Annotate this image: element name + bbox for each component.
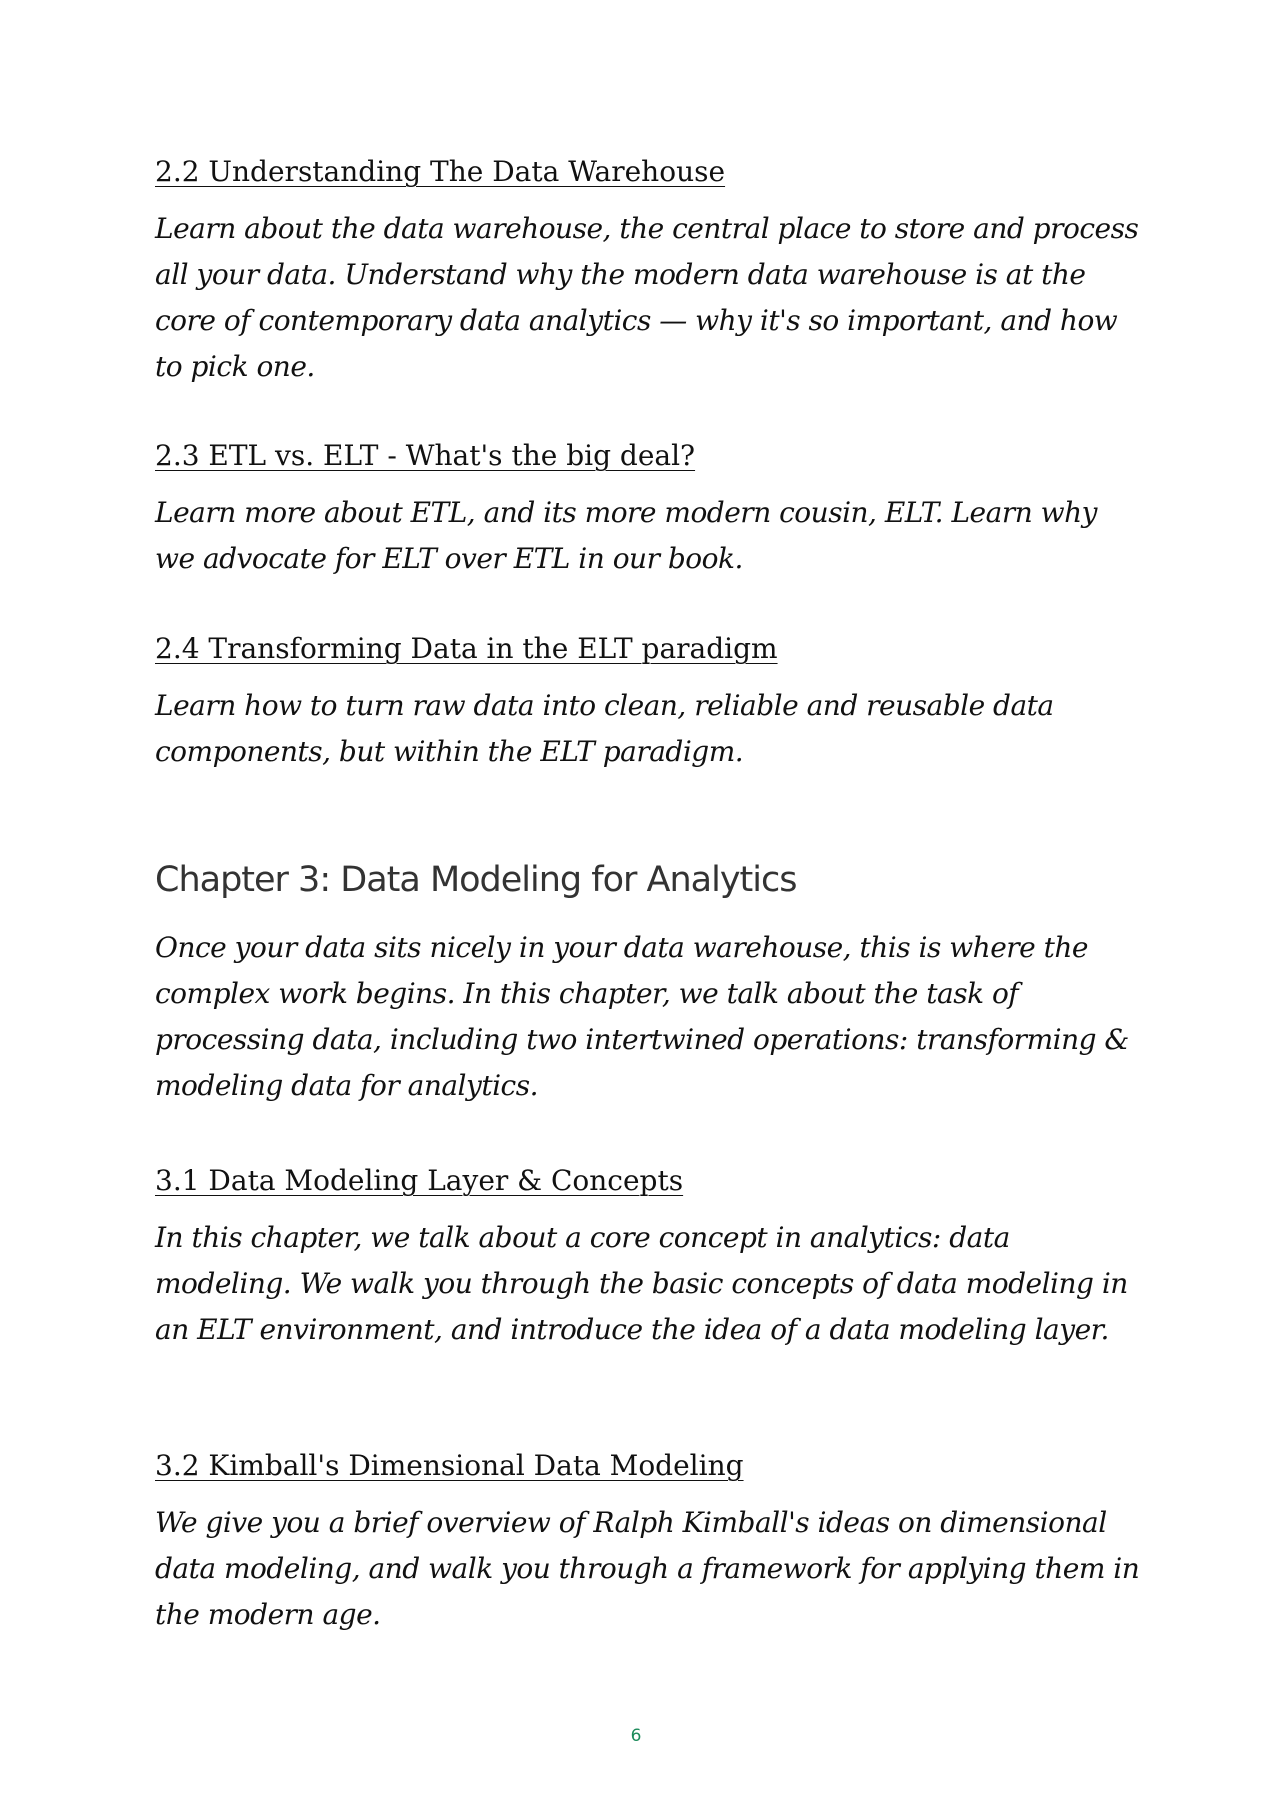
section-description-2-3: Learn more about ETL, and its more modern cousin, ELT. Learn why we advocate for ELT over ETL in our book. bbox=[155, 496, 1097, 575]
section-description-2-2: Learn about the data warehouse, the central place to store and process all your data. Understand why the modern data warehouse is at the core of contemporary data analytics — why it's so important, and how to pick one. bbox=[155, 212, 1139, 383]
section-description-3-1: In this chapter, we talk about a core concept in analytics: data modeling. We walk you through the basic concepts of data modeling in an ELT environment, and introduce the idea of a data modeling layer. bbox=[155, 1221, 1128, 1346]
page-number: 6 bbox=[630, 1726, 642, 1746]
section-link-2-3[interactable]: 2.3 ETL vs. ELT - What's the big deal? bbox=[155, 439, 696, 472]
section-description-3-2: We give you a brief overview of Ralph Kimball's ideas on dimensional data modeling, and walk you through a framework for applying them in the modern age. bbox=[155, 1506, 1140, 1631]
section-link-3-2[interactable]: 3.2 Kimball's Dimensional Data Modeling bbox=[155, 1449, 744, 1482]
section-link-3-1[interactable]: 3.1 Data Modeling Layer & Concepts bbox=[155, 1164, 684, 1197]
section-description-2-4: Learn how to turn raw data into clean, reliable and reusable data components, but within the ELT paradigm. bbox=[155, 689, 1054, 768]
chapter-3-description: Once your data sits nicely in your data warehouse, this is where the complex work begins. In this chapter, we talk about the task of processing data, including two intertwined operations: transforming & modeling data for analytics. bbox=[155, 931, 1129, 1102]
chapter-3-heading: Chapter 3: Data Modeling for Analytics bbox=[155, 860, 797, 900]
section-link-2-4[interactable]: 2.4 Transforming Data in the ELT paradigm bbox=[155, 632, 778, 665]
section-link-2-2[interactable]: 2.2 Understanding The Data Warehouse bbox=[155, 155, 726, 188]
